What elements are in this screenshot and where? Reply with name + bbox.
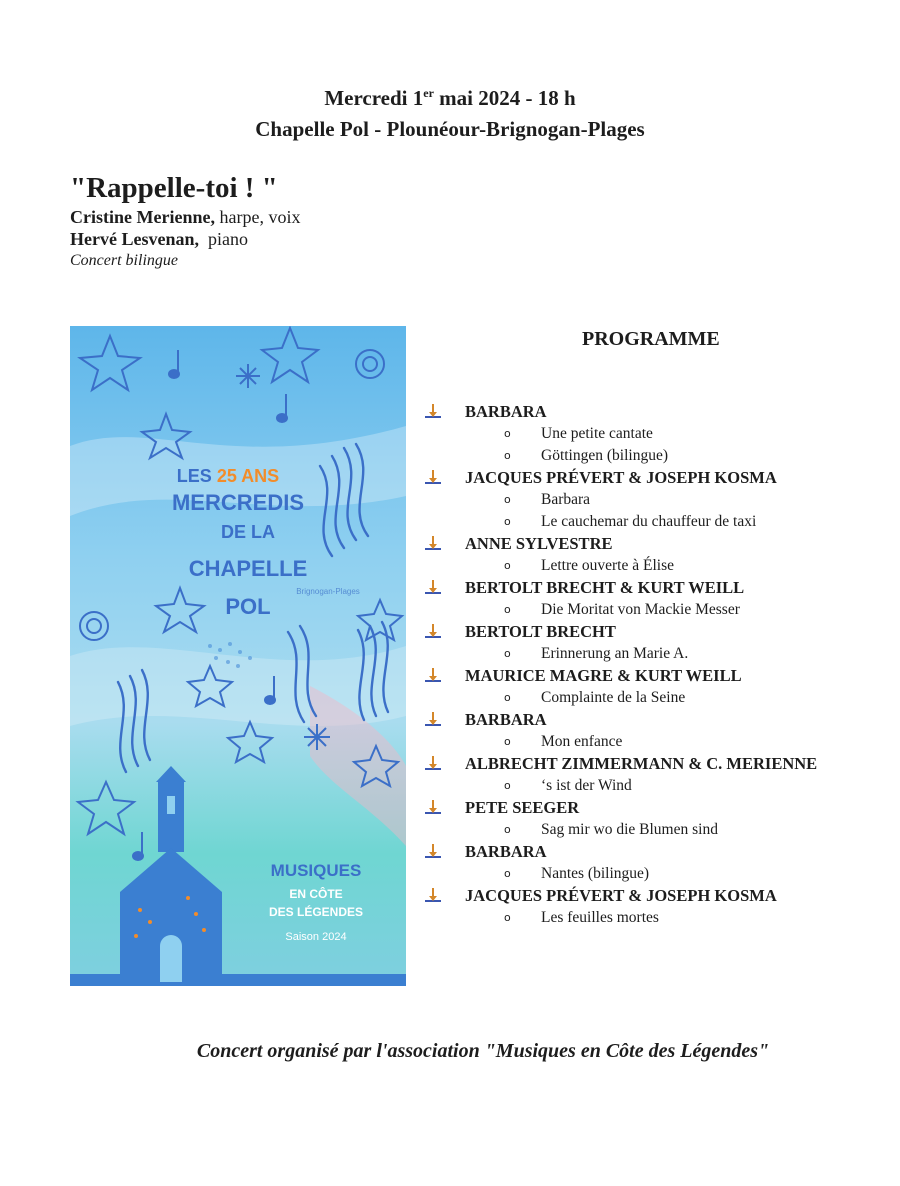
piece-title: o Göttingen (bilingue) [422,445,892,467]
arrow-bullet-icon [424,668,442,684]
piece-title: o Barbara [422,489,892,511]
composer-name: MAURICE MAGRE & KURT WEILL [422,665,892,687]
piece-title: o Lettre ouverte à Élise [422,555,892,577]
programme-entry [422,577,892,621]
circle-bullet-icon: o [504,735,511,748]
poster-en-cote: EN CÔTE [289,887,343,901]
programme-entry [422,797,892,841]
poster-mercredis: MERCREDIS [171,490,305,515]
arrow-bullet-icon [424,756,442,772]
programme-entry [422,401,892,467]
programme-section [422,322,892,929]
poster-musiques: MUSIQUES [270,861,362,880]
piece-title: o Die Moritat von Mackie Messer [422,599,892,621]
composer-name: PETE SEEGER [422,797,892,819]
composer-name: JACQUES PRÉVERT & JOSEPH KOSMA [422,467,892,489]
programme-entry [422,885,892,929]
concert-note: Concert bilingue [70,252,178,269]
festival-poster [70,326,406,986]
arrow-bullet-icon [424,624,442,640]
circle-bullet-icon: o [504,867,511,880]
event-venue: Chapelle Pol - Plounéour-Brignogan-Plages [255,117,645,141]
programme-entry [422,709,892,753]
piece-title: o Erinnerung an Marie A. [422,643,892,665]
circle-bullet-icon: o [504,559,511,572]
event-date: Mercredi 1er mai 2024 - 18 h [324,86,576,110]
circle-bullet-icon: o [504,515,511,528]
poster-les-ans: LES 25 ANS [176,466,280,486]
concert-title: "Rappelle-toi ! " [70,172,278,204]
piece-title: o ‘s ist der Wind [422,775,892,797]
poster-brignogan: Brignogan-Plages [296,587,360,596]
programme-list [422,401,892,929]
programme-title: PROGRAMME [582,328,720,350]
poster-pol: POL [225,594,271,619]
composer-name: BERTOLT BRECHT & KURT WEILL [422,577,892,599]
composer-name: ALBRECHT ZIMMERMANN & C. MERIENNE [422,753,892,775]
composer-name: BERTOLT BRECHT [422,621,892,643]
circle-bullet-icon: o [504,911,511,924]
arrow-bullet-icon [424,712,442,728]
circle-bullet-icon: o [504,449,511,462]
composer-name: BARBARA [422,709,892,731]
performer-1: Cristine Merienne, harpe, voix [70,207,301,227]
piece-title: o Le cauchemar du chauffeur de taxi [422,511,892,533]
composer-name: ANNE SYLVESTRE [422,533,892,555]
poster-artwork [70,326,406,986]
event-header [0,84,900,144]
circle-bullet-icon: o [504,823,511,836]
programme-entry [422,533,892,577]
circle-bullet-icon: o [504,691,511,704]
arrow-bullet-icon [424,404,442,420]
composer-name: BARBARA [422,401,892,423]
circle-bullet-icon: o [504,603,511,616]
performer-2: Hervé Lesvenan, piano [70,229,248,249]
concert-info [70,170,300,272]
circle-bullet-icon: o [504,779,511,792]
programme-entry [422,621,892,665]
circle-bullet-icon: o [504,493,511,506]
piece-title: o Sag mir wo die Blumen sind [422,819,892,841]
organizer-footer: Concert organisé par l'association "Musiques en Côte des Légendes" [196,1040,770,1062]
arrow-bullet-icon [424,844,442,860]
piece-title: o Complainte de la Seine [422,687,892,709]
circle-bullet-icon: o [504,427,511,440]
arrow-bullet-icon [424,536,442,552]
arrow-bullet-icon [424,888,442,904]
piece-title: o Une petite cantate [422,423,892,445]
piece-title: o Mon enfance [422,731,892,753]
arrow-bullet-icon [424,470,442,486]
poster-saison: Saison 2024 [285,931,347,943]
piece-title: o Nantes (bilingue) [422,863,892,885]
arrow-bullet-icon [424,800,442,816]
circle-bullet-icon: o [504,647,511,660]
arrow-bullet-icon [424,580,442,596]
programme-entry [422,665,892,709]
programme-entry [422,753,892,797]
programme-entry [422,841,892,885]
poster-legendes: DES LÉGENDES [268,905,364,919]
piece-title: o Les feuilles mortes [422,907,892,929]
programme-entry [422,467,892,533]
composer-name: BARBARA [422,841,892,863]
poster-de-la: DE LA [221,522,275,542]
composer-name: JACQUES PRÉVERT & JOSEPH KOSMA [422,885,892,907]
poster-chapelle: CHAPELLE [188,556,308,581]
